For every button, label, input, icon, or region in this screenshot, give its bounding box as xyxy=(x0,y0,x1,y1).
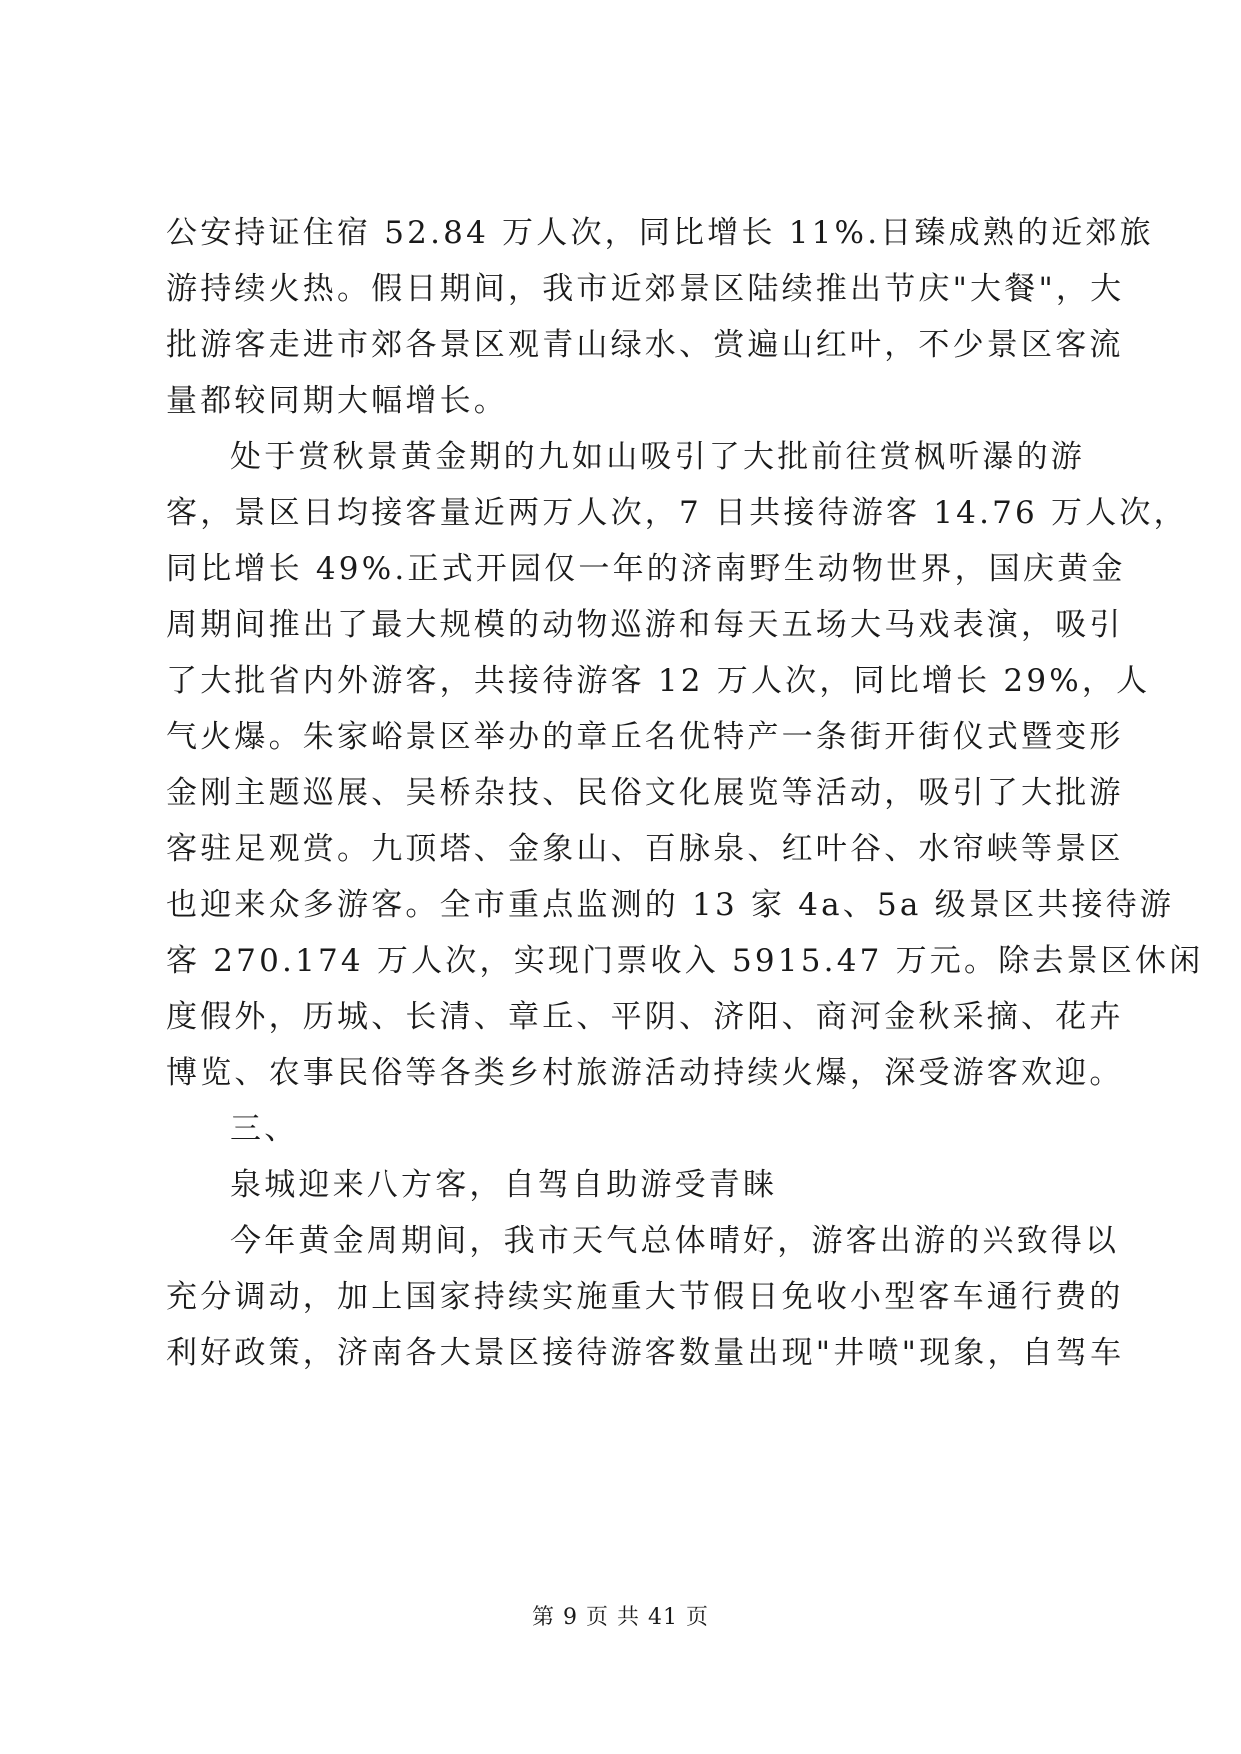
text-line: 了大批省内外游客，共接待游客 12 万人次，同比增长 29%，人 xyxy=(166,663,1151,699)
text-line: 充分调动，加上国家持续实施重大节假日免收小型客车通行费的 xyxy=(166,1279,1124,1315)
text-line: 同比增长 49%.正式开园仅一年的济南野生动物世界，国庆黄金 xyxy=(166,551,1126,587)
text-line: 金刚主题巡展、吴桥杂技、民俗文化展览等活动，吸引了大批游 xyxy=(166,775,1124,811)
text-line: 气火爆。朱家峪景区举办的章丘名优特产一条街开街仪式暨变形 xyxy=(166,719,1124,755)
section-heading: 泉城迎来八方客，自驾自助游受青睐 xyxy=(230,1167,778,1203)
paragraph-first-line: 处于赏秋景黄金期的九如山吸引了大批前往赏枫听瀑的游 xyxy=(230,439,1085,475)
text-line: 利好政策，济南各大景区接待游客数量出现"井喷"现象，自驾车 xyxy=(166,1335,1125,1371)
text-line: 也迎来众多游客。全市重点监测的 13 家 4a、5a 级景区共接待游 xyxy=(166,887,1175,923)
page-number-footer: 第 9 页 共 41 页 xyxy=(532,1605,709,1630)
text-line: 博览、农事民俗等各类乡村旅游活动持续火爆，深受游客欢迎。 xyxy=(166,1055,1124,1091)
text-line: 量都较同期大幅增长。 xyxy=(166,383,508,419)
text-line: 公安持证住宿 52.84 万人次，同比增长 11%.日臻成熟的近郊旅 xyxy=(166,215,1154,251)
text-line: 周期间推出了最大规模的动物巡游和每天五场大马戏表演，吸引 xyxy=(166,607,1124,643)
text-line: 客驻足观赏。九顶塔、金象山、百脉泉、红叶谷、水帘峡等景区 xyxy=(166,831,1124,867)
text-line: 客，景区日均接客量近两万人次，7 日共接待游客 14.76 万人次， xyxy=(166,495,1188,531)
text-line: 客 270.174 万人次，实现门票收入 5915.47 万元。除去景区休闲 xyxy=(166,943,1204,979)
section-number: 三、 xyxy=(230,1111,299,1147)
text-line: 游持续火热。假日期间，我市近郊景区陆续推出节庆"大餐"，大 xyxy=(166,271,1125,307)
text-line: 度假外，历城、长清、章丘、平阴、济阳、商河金秋采摘、花卉 xyxy=(166,999,1124,1035)
paragraph-first-line: 今年黄金周期间，我市天气总体晴好，游客出游的兴致得以 xyxy=(230,1223,1120,1259)
text-line: 批游客走进市郊各景区观青山绿水、赏遍山红叶，不少景区客流 xyxy=(166,327,1124,363)
